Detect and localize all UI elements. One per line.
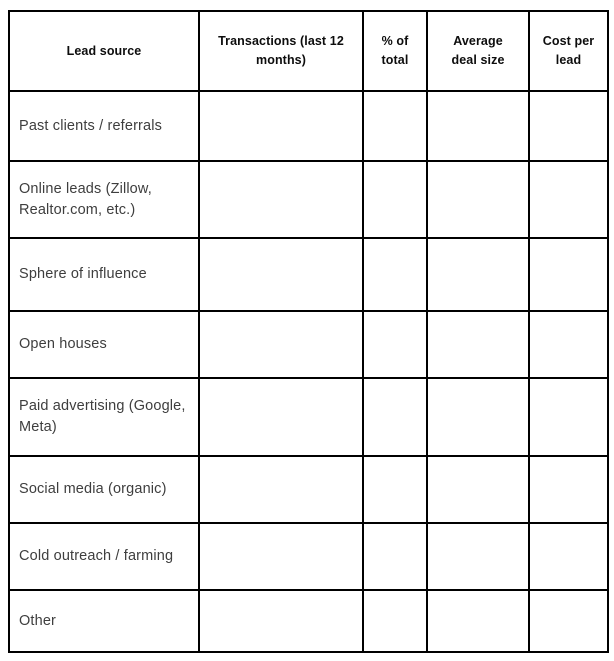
blank-cell [199, 523, 363, 590]
row-label-line: Paid advertising (Google, [19, 398, 186, 415]
row-label-line: Open houses [19, 336, 107, 353]
blank-cell [363, 523, 427, 590]
blank-cell [427, 311, 529, 378]
row-label-line: Realtor.com, etc.) [19, 201, 136, 218]
blank-cell [427, 523, 529, 590]
table-row [9, 378, 608, 456]
blank-cell [529, 161, 608, 238]
header-line: Cost per [542, 34, 595, 49]
table-row [9, 91, 608, 161]
row-label-line: Online leads (Zillow, [19, 180, 152, 197]
row-label-line: Sphere of influence [19, 266, 147, 283]
table-row [9, 590, 608, 652]
table-body [9, 91, 608, 652]
lead-source-table [8, 10, 609, 653]
header-line: lead [555, 53, 582, 67]
row-label-cell [9, 311, 199, 378]
table-row [9, 161, 608, 238]
blank-cell [427, 456, 529, 523]
blank-cell [199, 161, 363, 238]
blank-cell [529, 456, 608, 523]
blank-cell [427, 161, 529, 238]
row-label-line: Past clients / referrals [19, 117, 163, 134]
blank-cell [363, 456, 427, 523]
header-line: deal size [451, 53, 505, 67]
column-header [199, 11, 363, 91]
blank-cell [529, 378, 608, 456]
header-line: Average [453, 34, 503, 49]
blank-cell [363, 311, 427, 378]
blank-cell [529, 523, 608, 590]
blank-cell [363, 91, 427, 161]
column-header [427, 11, 529, 91]
blank-cell [427, 238, 529, 311]
blank-cell [427, 590, 529, 652]
table-row [9, 311, 608, 378]
row-label-cell [9, 456, 199, 523]
header-line: Transactions (last 12 [218, 34, 344, 49]
row-label-line: Meta) [19, 419, 57, 435]
table-row [9, 456, 608, 523]
header-line: total [381, 53, 409, 67]
blank-cell [199, 238, 363, 311]
blank-cell [529, 590, 608, 652]
blank-cell [529, 91, 608, 161]
blank-cell [199, 91, 363, 161]
blank-cell [199, 378, 363, 456]
header-row [9, 11, 608, 91]
blank-cell [363, 378, 427, 456]
header-line: Lead source [66, 43, 142, 58]
table-row [9, 238, 608, 311]
row-label-cell [9, 378, 199, 456]
row-label-line: Other [19, 612, 57, 629]
row-label-cell [9, 590, 199, 652]
row-label-cell [9, 91, 199, 161]
blank-cell [427, 378, 529, 456]
blank-cell [427, 91, 529, 161]
blank-cell [199, 590, 363, 652]
row-label-line: Social media (organic) [19, 481, 167, 498]
row-label-line: Cold outreach / farming [19, 548, 174, 565]
row-label-cell [9, 523, 199, 590]
column-header [363, 11, 427, 91]
header-line: months) [256, 53, 306, 67]
header-line: % of [381, 34, 409, 49]
blank-cell [199, 456, 363, 523]
column-header [529, 11, 608, 91]
blank-cell [363, 590, 427, 652]
blank-cell [529, 238, 608, 311]
row-label-cell [9, 238, 199, 311]
blank-cell [363, 161, 427, 238]
blank-cell [363, 238, 427, 311]
blank-cell [199, 311, 363, 378]
table-row [9, 523, 608, 590]
column-header [9, 11, 199, 91]
blank-cell [529, 311, 608, 378]
row-label-cell [9, 161, 199, 238]
